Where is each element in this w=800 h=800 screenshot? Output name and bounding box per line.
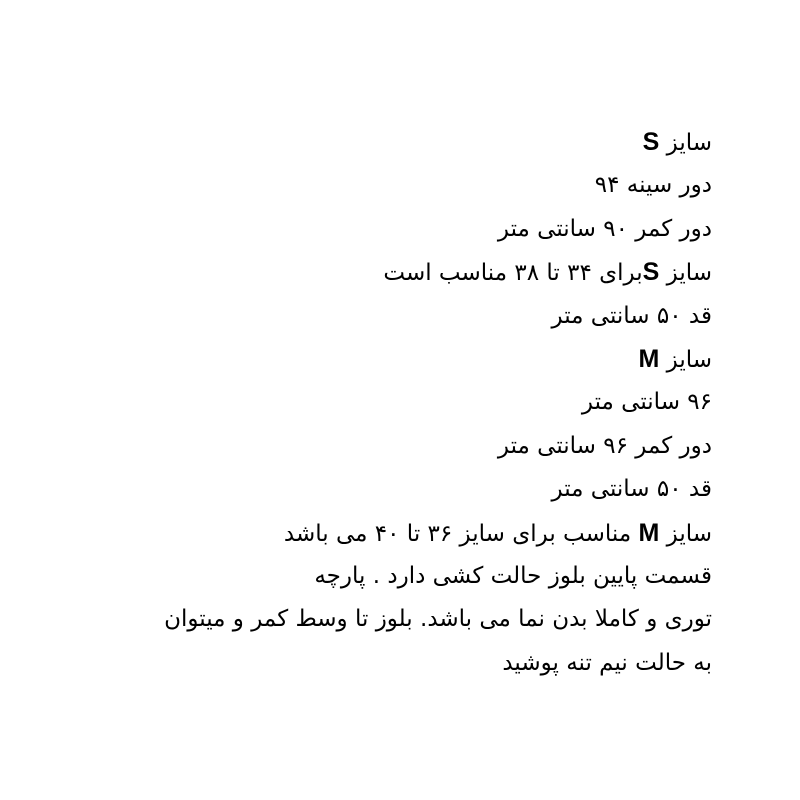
text-line: دور کمر ۹۶ سانتی متر (497, 432, 712, 459)
text-line: قسمت پایین بلوز حالت کشی دارد . پارچه (314, 562, 712, 589)
text-line: ۹۶ سانتی متر (581, 389, 712, 416)
text-line: به حالت نیم تنه پوشید (502, 649, 712, 676)
text-line: دور کمر ۹۰ سانتی متر (497, 215, 712, 242)
text-line: سایز Sبرای ۳۴ تا ۳۸ مناسب است (383, 258, 712, 287)
text-line: قد ۵۰ سانتی متر (551, 476, 712, 503)
size-letter: S (642, 258, 660, 287)
product-description (32, 121, 712, 685)
text-line: توری و کاملا بدن نما می باشد. بلوز تا وسط کمر و میتوان (164, 606, 712, 633)
size-letter: S (642, 128, 660, 156)
text-line: دور سینه ۹۴ (594, 172, 712, 199)
size-letter: M (638, 344, 660, 373)
text-line: سایز M مناسب برای سایز ۳۶ تا ۴۰ می باشد (283, 518, 712, 547)
text-line: قد ۵۰ سانتی متر (551, 302, 712, 329)
text-line: سایز S (642, 128, 712, 156)
text-line: سایز M (638, 344, 712, 373)
size-letter: M (638, 518, 660, 547)
